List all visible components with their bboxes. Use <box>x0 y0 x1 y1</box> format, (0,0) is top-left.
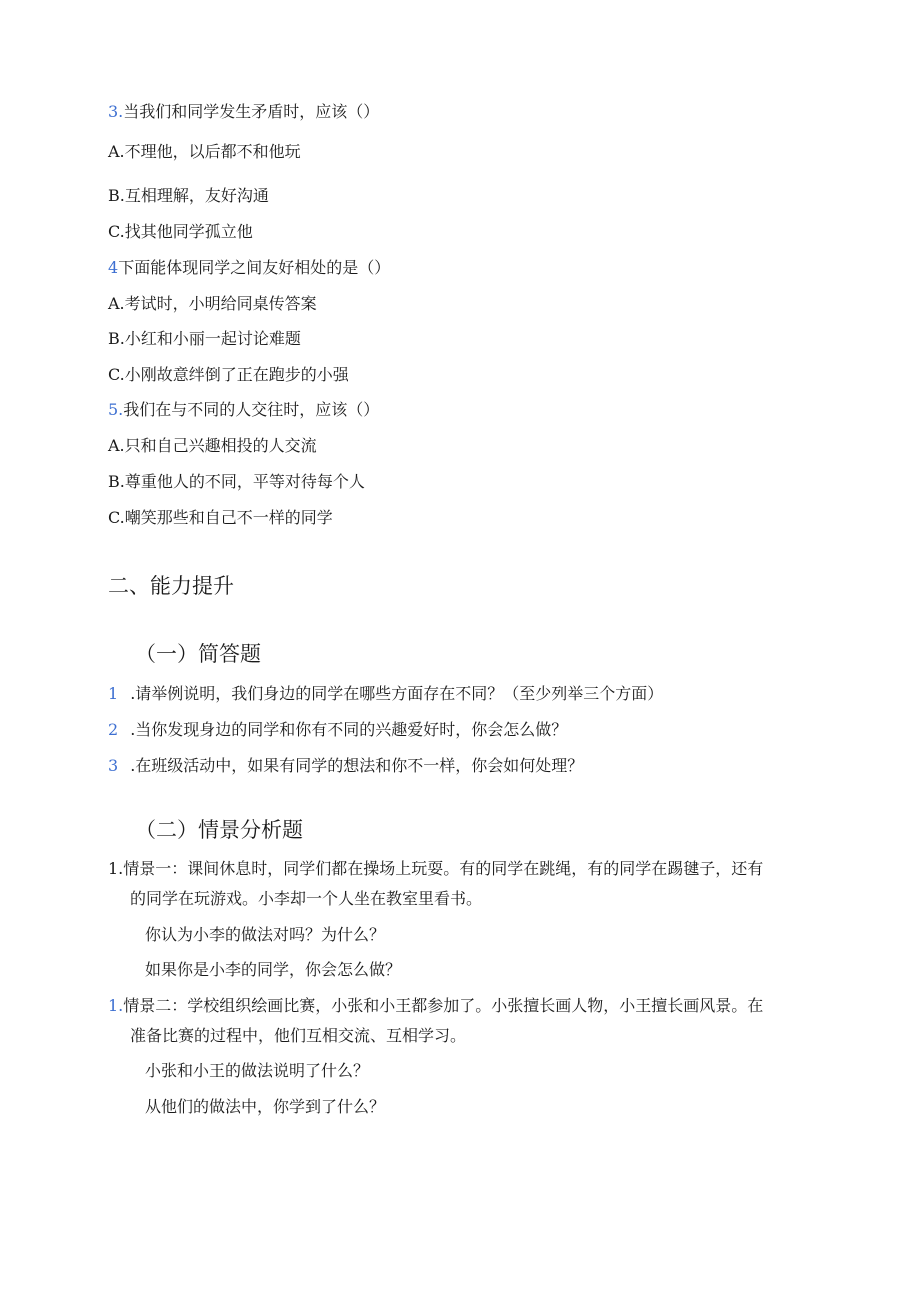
option-c: C.找其他同学孤立他 <box>108 222 253 241</box>
scenario-1-question-2: 如果你是小李的同学，你会怎么做？ <box>145 960 402 979</box>
item-number: 3 <box>108 756 119 775</box>
subsection-heading-scenario: （二）情景分析题 <box>135 818 303 842</box>
scenario-2-question-1: 小张和小王的做法说明了什么？ <box>145 1061 370 1080</box>
section-heading: 二、能力提升 <box>108 574 234 598</box>
short-answer-item <box>108 756 583 776</box>
option-c: C.嘲笑那些和自己不一样的同学 <box>108 508 333 527</box>
option-c: C.小刚故意绊倒了正在跑步的小强 <box>108 365 349 384</box>
item-number: 1 <box>108 684 119 703</box>
scenario-1-line-2: 的同学在玩游戏。小李却一个人坐在教室里看书。 <box>130 889 483 908</box>
item-text: .在班级活动中，如果有同学的想法和你不一样，你会如何处理？ <box>130 756 584 775</box>
short-answer-item <box>108 684 663 704</box>
item-number: 1. <box>108 996 124 1015</box>
scenario-2-question-2: 从他们的做法中，你学到了什么？ <box>145 1097 386 1116</box>
scenario-1-question-1: 你认为小李的做法对吗？为什么？ <box>145 925 386 944</box>
item-text: .请举例说明，我们身边的同学在哪些方面存在不同？（至少列举三个方面） <box>130 684 664 703</box>
item-number: 2 <box>108 720 119 739</box>
scenario-1-line-1 <box>108 859 763 879</box>
option-a: A.只和自己兴趣相投的人交流 <box>108 436 317 455</box>
question-4 <box>108 258 390 278</box>
item-text: .当你发现身边的同学和你有不同的兴趣爱好时，你会怎么做？ <box>130 720 568 739</box>
option-a: A.考试时，小明给同桌传答案 <box>108 294 317 313</box>
short-answer-item <box>108 720 567 740</box>
scenario-2-line-2: 准备比赛的过程中，他们互相交流、互相学习。 <box>130 1026 467 1045</box>
question-number: 3. <box>108 102 124 121</box>
subsection-heading-short-answer: （一）简答题 <box>135 642 261 666</box>
option-a: A.不理他，以后都不和他玩 <box>108 142 301 161</box>
item-text: 情景一：课间休息时，同学们都在操场上玩耍。有的同学在跳绳，有的同学在踢毽子，还有 <box>123 859 764 878</box>
item-number: 1. <box>108 859 124 878</box>
question-stem: 当我们和同学发生矛盾时，应该（） <box>123 102 380 121</box>
item-text: 情景二：学校组织绘画比赛，小张和小王都参加了。小张擅长画人物，小王擅长画风景。在 <box>123 996 764 1015</box>
option-b: B.小红和小丽一起讨论难题 <box>108 329 301 348</box>
question-stem: 下面能体现同学之间友好相处的是（） <box>118 258 391 277</box>
question-5 <box>108 400 379 420</box>
question-stem: 我们在与不同的人交往时，应该（） <box>123 400 380 419</box>
question-3 <box>108 102 379 122</box>
question-number: 4 <box>108 258 119 277</box>
option-b: B.尊重他人的不同，平等对待每个人 <box>108 472 365 491</box>
question-number: 5. <box>108 400 124 419</box>
option-b: B.互相理解，友好沟通 <box>108 186 269 205</box>
scenario-2-line-1 <box>108 996 763 1016</box>
